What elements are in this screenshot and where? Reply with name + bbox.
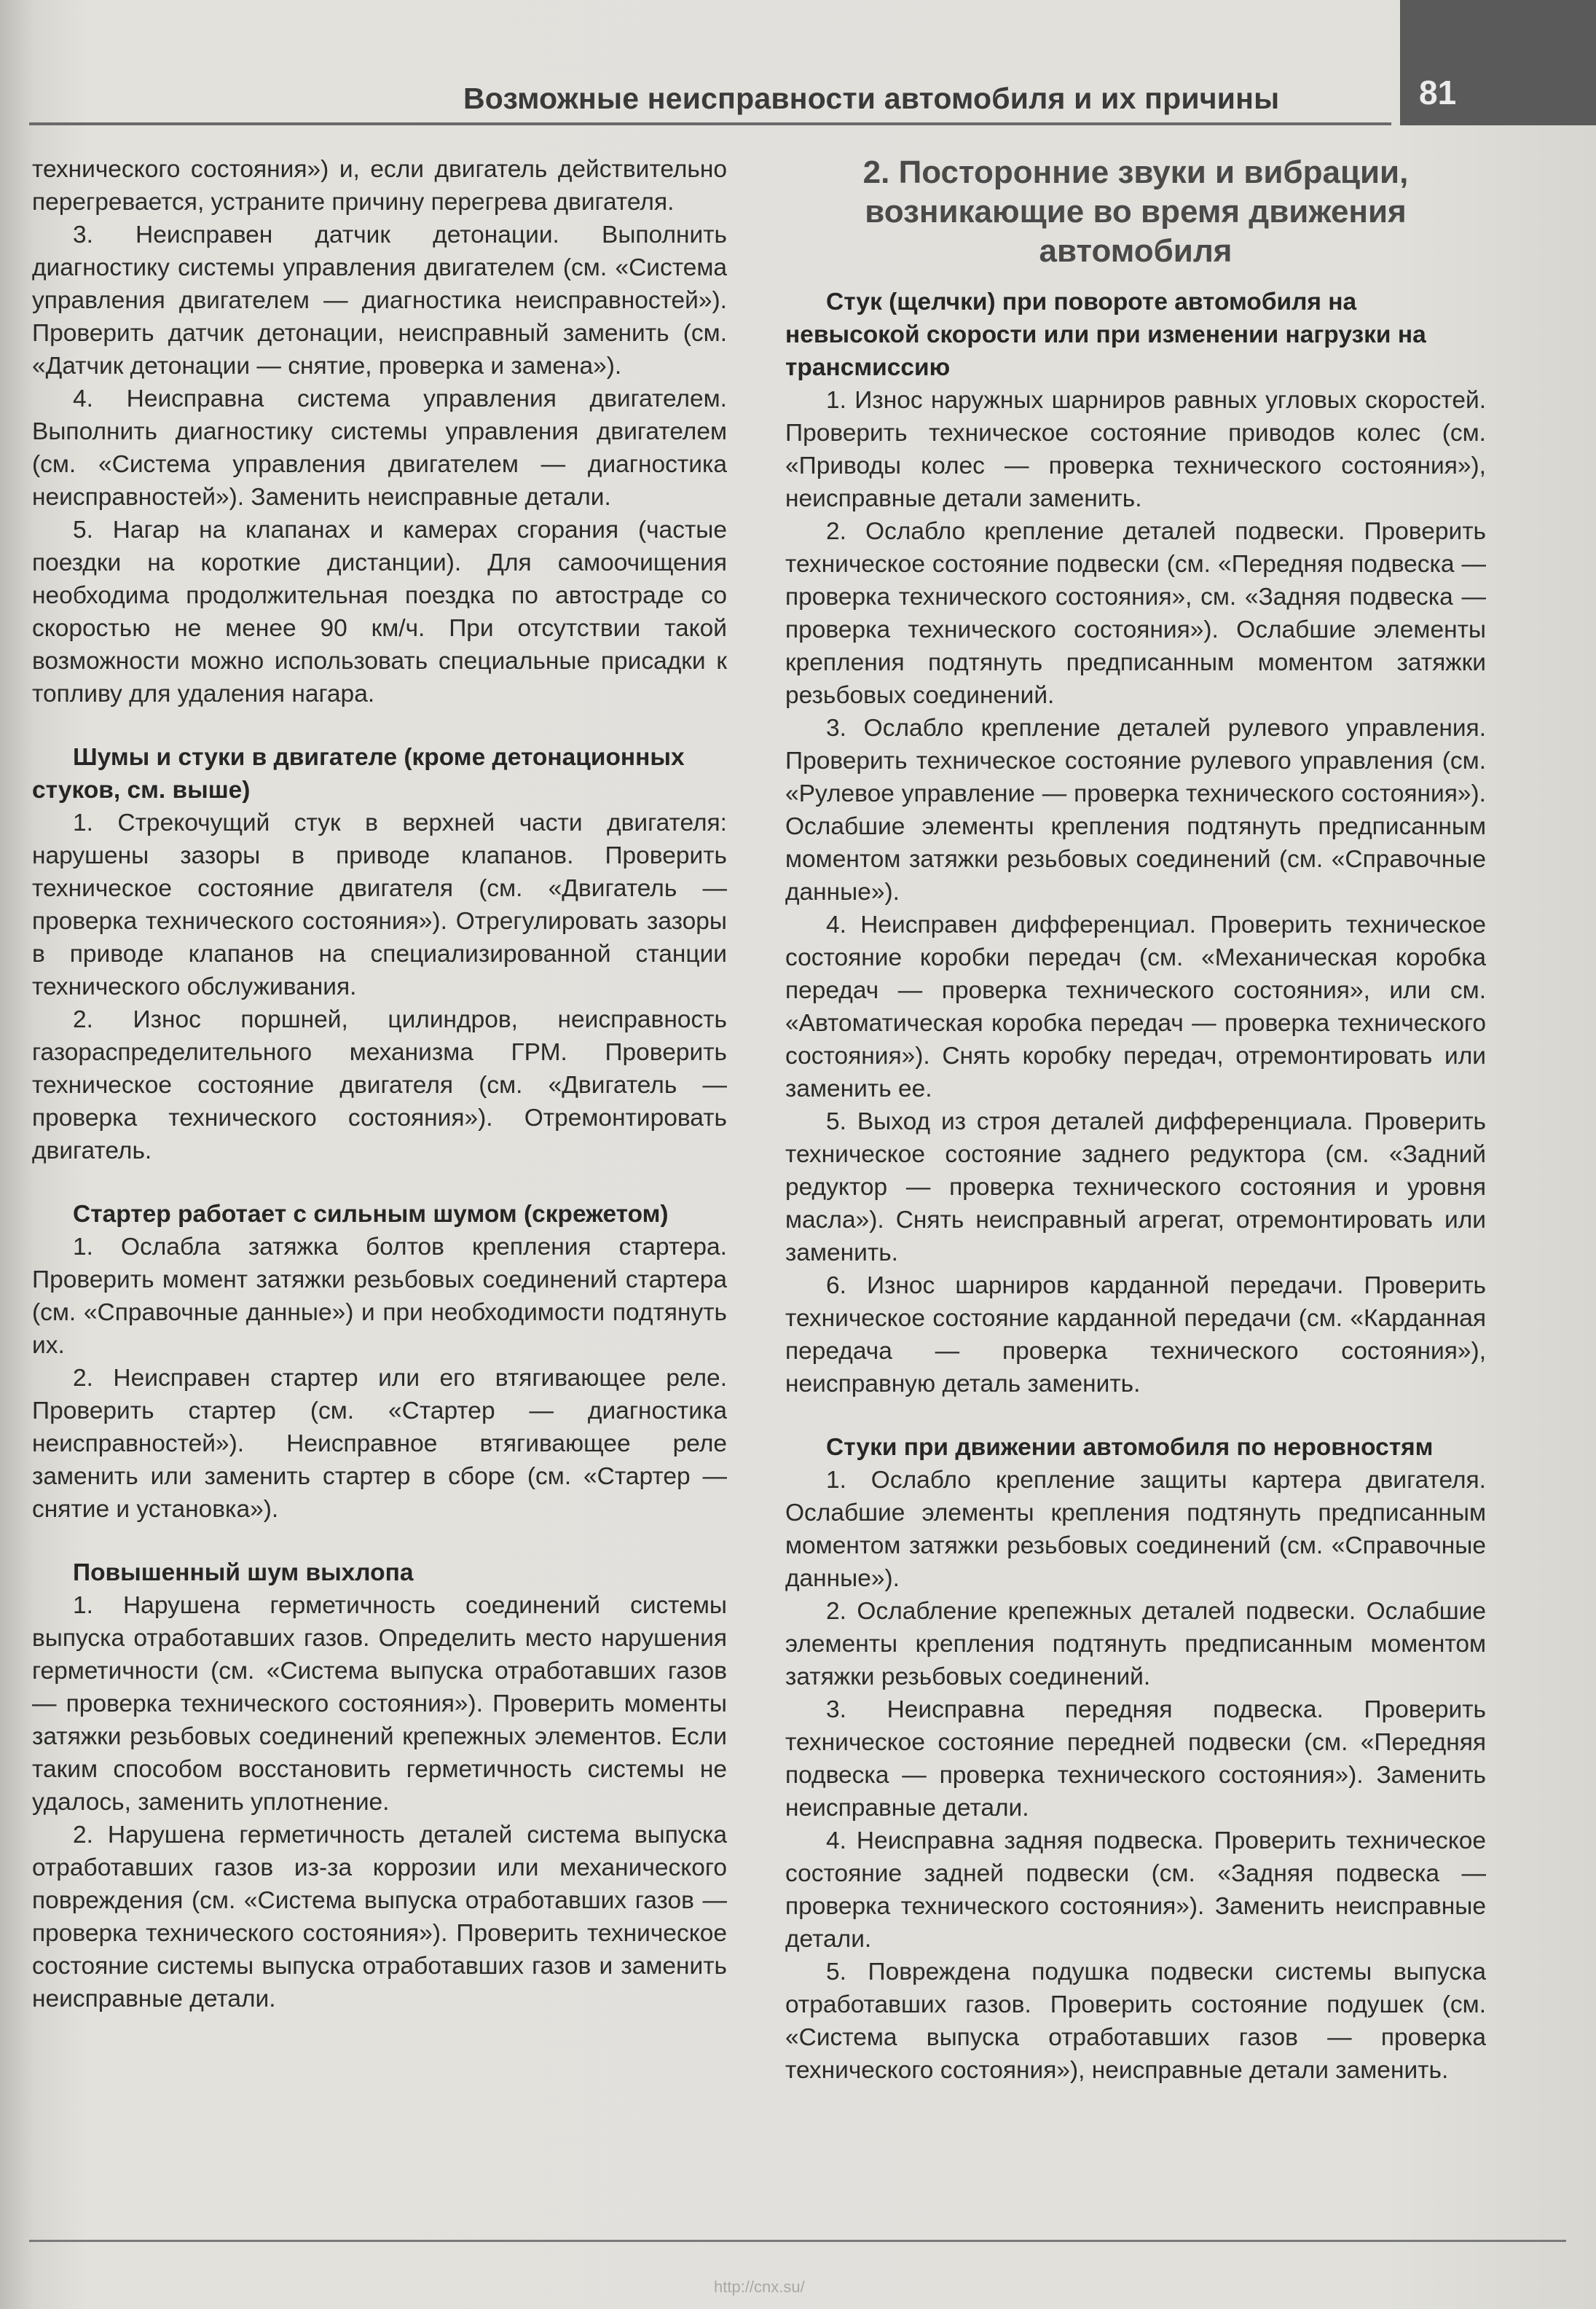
subheading-engine-noise: Шумы и стуки в двигателе (кроме детонационных стуков, см. выше) [32,744,685,804]
subheading-starter: Стартер работает с сильным шумом (скрежетом) [73,1201,669,1228]
paragraph: 4. Неисправна задняя подвеска. Проверить техническое состояние задней подвески (см. «Задняя подвеска — проверка технического состояния»). Заменить неисправные детали. [785,1827,1486,1953]
paragraph: технического состояния») и, если двигатель действительно перегревается, устраните причину перегрева двигателя. [32,156,727,216]
paragraph: 5. Нагар на клапанах и камерах сгорания (частые поездки на короткие дистанции). Для самоочищения необходима продолжительная поездка по автостраде со скоростью не менее 90 км/ч. При отсутствии такой возможности можно использовать специальные присадки к топливу для удаления нагара. [32,517,727,707]
header-divider [29,122,1391,125]
paragraph: 1. Износ наружных шарниров равных угловых скоростей. Проверить техническое состояние приводов колес (см. «Приводы колес — проверка технического состояния»), неисправные детали заменить. [785,387,1486,512]
footer-divider [29,2240,1566,2242]
paragraph: 4. Неисправна система управления двигателем. Выполнить диагностику системы управления двигателем (см. «Система управления двигателем — диагностика неисправностей»). Заменить неисправные детали. [32,385,727,511]
running-title: Возможные неисправности автомобиля и их причины [463,82,1280,115]
paragraph: 3. Неисправна передняя подвеска. Проверить техническое состояние передней подвески (см. «Передняя подвеска — проверка технического состояния»). Заменить неисправные детали. [785,1696,1486,1822]
paragraph: 2. Неисправен стартер или его втягивающее реле. Проверить стартер (см. «Стартер — диагностика неисправностей»). Неисправное втягивающее реле заменить или заменить стартер в сборе (см. «Стартер — снятие и установка»). [32,1365,727,1523]
paragraph: 1. Ослабло крепление защиты картера двигателя. Ослабшие элементы крепления подтянуть предписанным моментом затяжки резьбовых соединений (см. «Справочные данные»). [785,1467,1486,1592]
left-column [32,153,727,2015]
paragraph: 2. Нарушена герметичность деталей система выпуска отработавших газов из-за коррозии или механического повреждения (см. «Система выпуска отработавших газов — проверка технического состояния»). Проверить техническое состояние системы выпуска отработавших газов и заменить неисправные детали. [32,1822,727,2012]
paragraph: 4. Неисправен дифференциал. Проверить техническое состояние коробки передач (см. «Механическая коробка передач — проверка технического состояния», или см. «Автоматическая коробка передач — проверка технического состояния»). Снять коробку передач, отремонтировать или заменить ее. [785,912,1486,1102]
right-column [785,153,1486,2087]
subheading-bumps: Стуки при движении автомобиля по неровностям [826,1434,1434,1461]
paragraph: 6. Износ шарниров карданной передачи. Проверить техническое состояние карданной передачи (см. «Карданная передача — проверка технического состояния»), неисправную деталь заменить. [785,1272,1486,1397]
paragraph: 5. Повреждена подушка подвески системы выпуска отработавших газов. Проверить состояние подушек (см. «Система выпуска отработавших газов — проверка технического состояния»), неисправные детали заменить. [785,1959,1486,2084]
paragraph: 1. Нарушена герметичность соединений системы выпуска отработавших газов. Определить место нарушения герметичности (см. «Система выпуска отработавших газов — проверка технического состояния»). Проверить моменты затяжки резьбовых соединений крепежных элементов. Если таким способом восстановить герметичность системы не удалось, заменить уплотнение. [32,1592,727,1816]
paragraph: 3. Неисправен датчик детонации. Выполнить диагностику системы управления двигателем (см. «Система управления двигателем — диагностика неисправностей»). Проверить датчик детонации, неисправный заменить (см. «Датчик детонации — снятие, проверка и замена»). [32,222,727,380]
section-title: 2. Посторонние звуки и вибрации, возникающие во время движения автомобиля [862,154,1409,269]
paragraph: 2. Износ поршней, цилиндров, неисправность газораспределительного механизма ГРМ. Проверить техническое состояние двигателя (см. «Двигатель — проверка технического состояния»). Отремонтировать двигатель. [32,1006,727,1164]
paragraph: 2. Ослабло крепление деталей подвески. Проверить техническое состояние подвески (см. «Передняя подвеска — проверка технического состояния», см. «Задняя подвеска — проверка технического состояния»). Ослабшие элементы крепления подтянуть предписанным моментом затяжки резьбовых соединений. [785,518,1486,709]
paragraph: 1. Ослабла затяжка болтов крепления стартера. Проверить момент затяжки резьбовых соединений стартера (см. «Справочные данные») и при необходимости подтянуть их. [32,1234,727,1359]
footer-watermark-url: http://cnx.su/ [714,2278,805,2296]
paragraph: 2. Ослабление крепежных деталей подвески. Ослабшие элементы крепления подтянуть предписанным моментом затяжки резьбовых соединений. [785,1598,1486,1690]
subheading-turn-knock: Стук (щелчки) при повороте автомобиля на невысокой скорости или при изменении нагрузки на трансмиссию [785,289,1426,381]
paragraph: 5. Выход из строя деталей дифференциала. Проверить техническое состояние заднего редуктора (см. «Задний редуктор — проверка технического состояния и уровня масла»). Снять неисправный агрегат, отремонтировать или заменить. [785,1108,1486,1266]
paragraph: 1. Стрекочущий стук в верхней части двигателя: нарушены зазоры в приводе клапанов. Проверить техническое состояние двигателя (см. «Двигатель — проверка технического состояния»). Отрегулировать зазоры в приводе клапанов на специализированной станции технического обслуживания. [32,809,727,1000]
page-number: 81 [1419,74,1457,111]
page-header [0,0,1596,124]
subheading-exhaust: Повышенный шум выхлопа [73,1559,414,1586]
paragraph: 3. Ослабло крепление деталей рулевого управления. Проверить техническое состояние рулевого управления (см. «Рулевое управление — проверка технического состояния»). Ослабшие элементы крепления подтянуть предписанным моментом затяжки резьбовых соединений (см. «Справочные данные»). [785,715,1486,906]
